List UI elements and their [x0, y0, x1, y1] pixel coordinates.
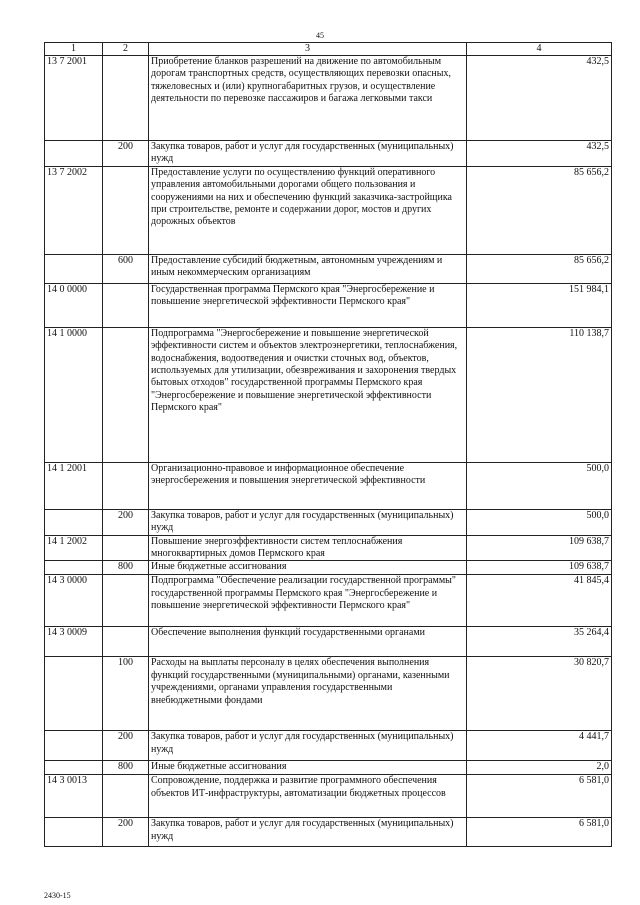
row-amount-cell: 85 656,2 — [467, 254, 612, 283]
row-type-cell — [103, 56, 149, 141]
row-amount-cell: 85 656,2 — [467, 166, 612, 254]
row-description-cell: Закупка товаров, работ и услуг для государственных (муниципальных) нужд — [149, 509, 467, 535]
column-header-code: 1 — [45, 43, 103, 56]
row-amount-cell: 4 441,7 — [467, 731, 612, 761]
row-amount-cell: 41 845,4 — [467, 575, 612, 627]
row-amount-cell: 500,0 — [467, 462, 612, 509]
row-code-cell — [45, 561, 103, 575]
row-code-cell: 14 1 0000 — [45, 327, 103, 462]
table-row — [45, 166, 612, 254]
row-amount-cell: 109 638,7 — [467, 561, 612, 575]
row-description-cell: Приобретение бланков разрешений на движение по автомобильным дорогам транспортных средств, осуществляющих перевозки опасных, тяжеловесных и (или) крупногабаритных грузов, и осуществление деятельности по перевозке пассажиров и багажа легковыми такси — [149, 56, 467, 141]
row-type-cell — [103, 327, 149, 462]
row-amount-cell: 110 138,7 — [467, 327, 612, 462]
row-code-cell — [45, 731, 103, 761]
column-header-description: 3 — [149, 43, 467, 56]
table-row — [45, 56, 612, 141]
row-description-cell: Закупка товаров, работ и услуг для государственных (муниципальных) нужд — [149, 731, 467, 761]
row-code-cell — [45, 254, 103, 283]
table-row — [45, 254, 612, 283]
table-row — [45, 283, 612, 327]
row-code-cell — [45, 141, 103, 167]
table-row — [45, 327, 612, 462]
row-description-cell: Подпрограмма "Энергосбережение и повышение энергетической эффективности систем и объектов электроэнергетики, теплоснабжения, водоснабжения, водоотведения и очистки сточных вод, объектов, используемых для утилизации, обезвреживания и захоронения твердых бытовых отходов" государственной программы Пермского края "Энергосбережение и повышение энергетической эффективности Пермского края" — [149, 327, 467, 462]
row-description-cell: Закупка товаров, работ и услуг для государственных (муниципальных) нужд — [149, 818, 467, 847]
row-description-cell: Расходы на выплаты персоналу в целях обеспечения выполнения функций государственными (муниципальными) органами, казенными учреждениями, органами управления государственными внебюджетными фондами — [149, 657, 467, 731]
footer-code: 2430-15 — [44, 891, 71, 900]
table-row — [45, 462, 612, 509]
row-code-cell — [45, 818, 103, 847]
row-description-cell: Предоставление субсидий бюджетным, автономным учреждениям и иным некоммерческим организациям — [149, 254, 467, 283]
row-description-cell: Подпрограмма "Обеспечение реализации государственной программы" государственной программы Пермского края "Энергосбережение и повышение энергетической эффективности Пермского края" — [149, 575, 467, 627]
row-type-cell: 200 — [103, 818, 149, 847]
row-code-cell: 13 7 2002 — [45, 166, 103, 254]
row-type-cell — [103, 462, 149, 509]
row-amount-cell: 432,5 — [467, 56, 612, 141]
row-description-cell: Закупка товаров, работ и услуг для государственных (муниципальных) нужд — [149, 141, 467, 167]
row-type-cell: 600 — [103, 254, 149, 283]
row-type-cell: 200 — [103, 509, 149, 535]
row-amount-cell: 6 581,0 — [467, 818, 612, 847]
row-type-cell — [103, 627, 149, 657]
table-row — [45, 761, 612, 775]
row-amount-cell: 500,0 — [467, 509, 612, 535]
row-code-cell — [45, 761, 103, 775]
table-row — [45, 657, 612, 731]
row-code-cell: 14 3 0000 — [45, 575, 103, 627]
row-type-cell: 800 — [103, 561, 149, 575]
row-type-cell: 200 — [103, 141, 149, 167]
row-amount-cell: 109 638,7 — [467, 535, 612, 561]
row-amount-cell: 35 264,4 — [467, 627, 612, 657]
row-description-cell: Организационно-правовое и информационное обеспечение энергосбережения и повышения энергетической эффективности — [149, 462, 467, 509]
row-description-cell: Сопровождение, поддержка и развитие программного обеспечения объектов ИТ-инфраструктуры, автоматизации бюджетных процессов — [149, 775, 467, 818]
page-number: 45 — [316, 31, 324, 40]
row-description-cell: Иные бюджетные ассигнования — [149, 761, 467, 775]
table-row — [45, 818, 612, 847]
row-type-cell — [103, 775, 149, 818]
table-row — [45, 509, 612, 535]
row-amount-cell: 2,0 — [467, 761, 612, 775]
row-amount-cell: 6 581,0 — [467, 775, 612, 818]
row-type-cell — [103, 283, 149, 327]
row-type-cell — [103, 575, 149, 627]
row-type-cell — [103, 535, 149, 561]
row-amount-cell: 432,5 — [467, 141, 612, 167]
row-code-cell: 14 0 0000 — [45, 283, 103, 327]
table-row — [45, 731, 612, 761]
row-code-cell: 14 1 2001 — [45, 462, 103, 509]
row-code-cell: 14 3 0013 — [45, 775, 103, 818]
row-type-cell: 800 — [103, 761, 149, 775]
table-row — [45, 141, 612, 167]
column-header-type: 2 — [103, 43, 149, 56]
table-header-row — [45, 43, 612, 56]
row-code-cell: 14 3 0009 — [45, 627, 103, 657]
table-row — [45, 575, 612, 627]
row-code-cell — [45, 509, 103, 535]
row-type-cell — [103, 166, 149, 254]
row-type-cell: 100 — [103, 657, 149, 731]
row-description-cell: Предоставление услуги по осуществлению функций оперативного управления автомобильными дорогами общего пользования и сооружениями на них и обеспечению функций заказчика-застройщика при строительстве, ремонте и содержании дорог, мостов и других дорожных объектов — [149, 166, 467, 254]
row-description-cell: Обеспечение выполнения функций государственными органами — [149, 627, 467, 657]
row-code-cell: 13 7 2001 — [45, 56, 103, 141]
row-code-cell: 14 1 2002 — [45, 535, 103, 561]
table-row — [45, 535, 612, 561]
column-header-amount: 4 — [467, 43, 612, 56]
row-amount-cell: 151 984,1 — [467, 283, 612, 327]
budget-table — [44, 42, 612, 847]
table-row — [45, 627, 612, 657]
row-description-cell: Иные бюджетные ассигнования — [149, 561, 467, 575]
table-row — [45, 775, 612, 818]
row-description-cell: Повышение энергоэффективности систем теплоснабжения многоквартирных домов Пермского края — [149, 535, 467, 561]
row-amount-cell: 30 820,7 — [467, 657, 612, 731]
row-description-cell: Государственная программа Пермского края "Энергосбережение и повышение энергетической эффективности Пермского края" — [149, 283, 467, 327]
row-type-cell: 200 — [103, 731, 149, 761]
table-row — [45, 561, 612, 575]
row-code-cell — [45, 657, 103, 731]
